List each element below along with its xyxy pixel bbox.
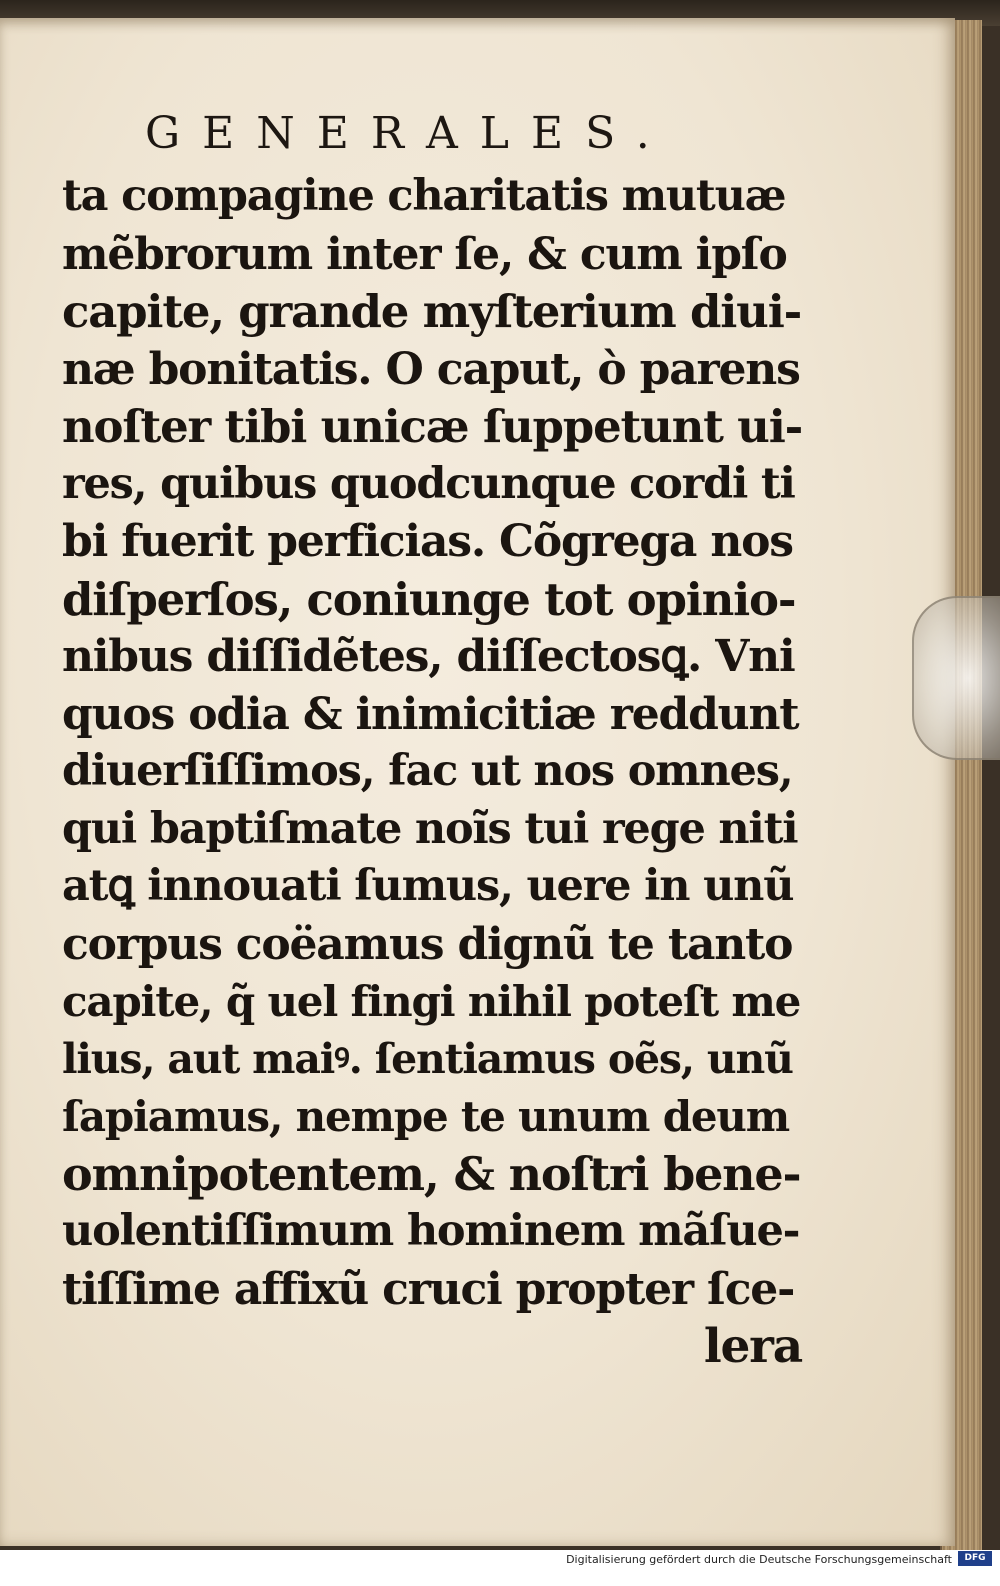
text-line: nibus diſſidẽtes, diſſectosꝗ. Vni — [62, 631, 795, 682]
text-line: quos odia & inimicitiæ reddunt — [62, 688, 799, 740]
running-head: GENERALES. — [145, 108, 672, 159]
text-line: diuerſiſſimos, fac ut nos omnes, — [62, 746, 793, 796]
page-clip — [912, 596, 1000, 760]
text-line: res, quibus quodcunque cordi ti — [62, 458, 795, 509]
text-line: ſapiamus, nempe te unum deum — [62, 1092, 789, 1141]
text-line: bi fuerit perficias. Cõgrega nos — [62, 516, 793, 567]
funding-credit: Digitalisierung gefördert durch die Deutsche Forschungsgemeinschaft — [566, 1553, 952, 1566]
text-line: qui baptiſmate noĩs tui rege niti — [62, 803, 798, 854]
text-line: ta compagine charitatis mutuæ — [62, 171, 786, 221]
body-text — [62, 168, 802, 1376]
text-line: noſter tibi unicæ ſuppetunt ui- — [62, 400, 803, 453]
text-line: næ bonitatis. O caput, ò parens — [62, 343, 800, 395]
catchword: lera — [703, 1319, 802, 1374]
text-line: diſperſos, coniunge tot opinio- — [62, 572, 796, 626]
text-line: lius, aut maiꝰ. ſentiamus oẽs, unũ — [62, 1034, 793, 1083]
text-line: capite, q̃ uel fingi nihil poteſt me — [62, 977, 801, 1026]
text-line: omnipotentem, & noſtri bene- — [62, 1146, 801, 1201]
dfg-logo: DFG — [958, 1551, 992, 1566]
text-line: corpus coëamus dignũ te tanto — [62, 918, 793, 970]
text-line: tiſſime affixũ cruci propter ſce- — [62, 1263, 795, 1315]
text-line: mẽbrorum inter ſe, & cum ipſo — [62, 228, 787, 280]
text-line: capite, grande myſterium diui- — [62, 285, 802, 338]
text-line: uolentiſſimum hominem mãſue- — [62, 1206, 800, 1256]
text-line: atꝗ innouati ſumus, uere in unũ — [62, 861, 794, 911]
